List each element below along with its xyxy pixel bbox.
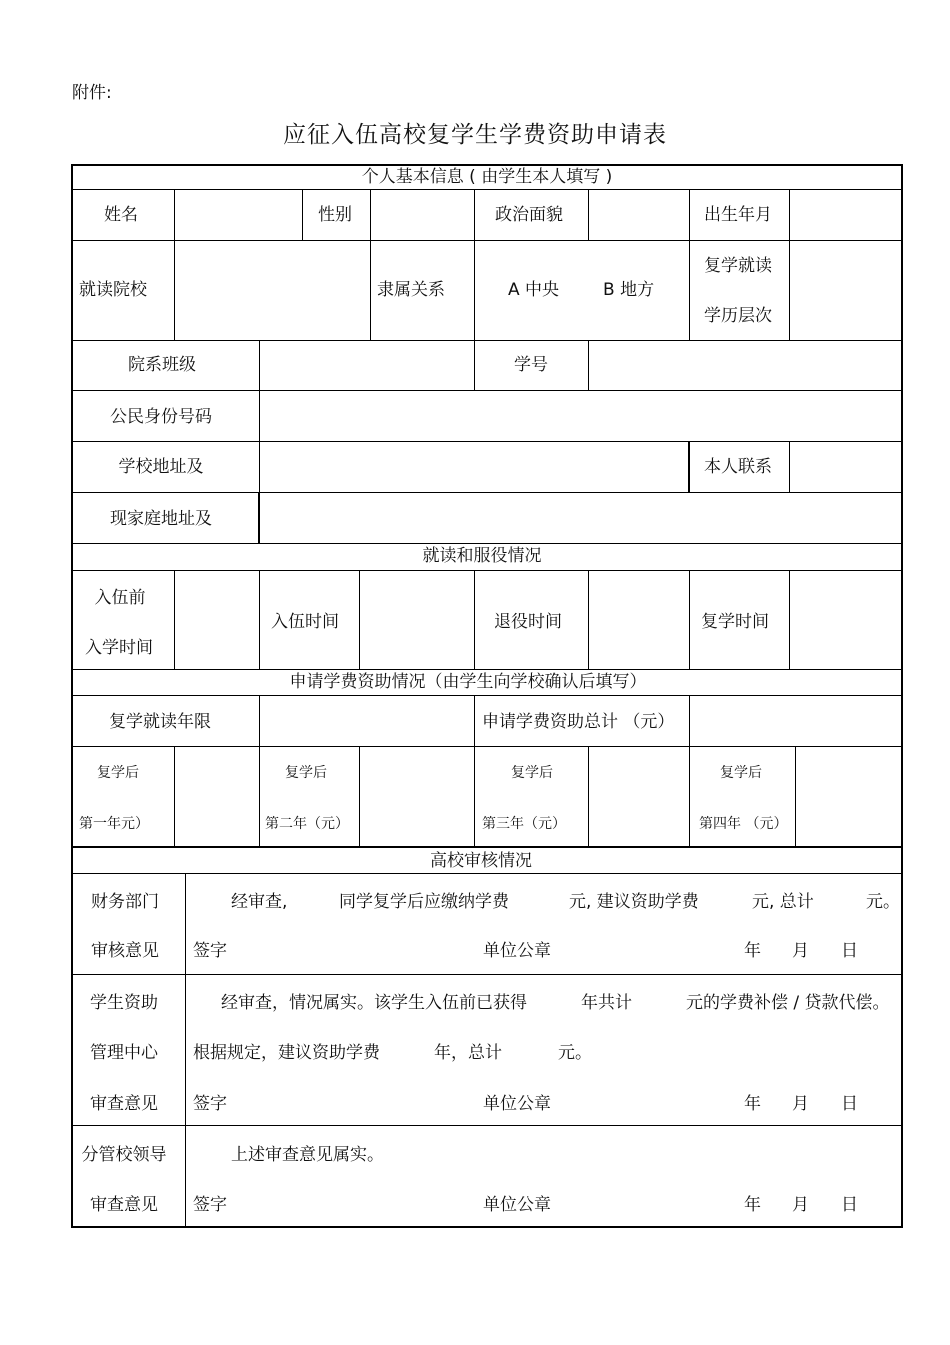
id-number-field[interactable] xyxy=(261,392,899,439)
finance-label-line2: 审核意见 xyxy=(91,941,159,961)
resume-date-label: 复学时间 xyxy=(701,612,769,632)
section-personal-info: 个人基本信息 ( 由学生本人填写 ) xyxy=(361,167,613,187)
pre-enlist-label-line1: 入伍前 xyxy=(94,588,146,608)
political-status-field[interactable] xyxy=(590,192,687,238)
leader-label-line1: 分管校领导 xyxy=(81,1145,167,1165)
center-text-a: 经审查，情况属实。该学生入伍前已获得 xyxy=(221,993,527,1013)
finance-year-label: 年 xyxy=(744,941,761,961)
year3-label-line2: 第三年（元） xyxy=(482,816,566,832)
study-level-label-line1: 复学就读 xyxy=(704,256,772,276)
affiliation-label: 隶属关系 xyxy=(377,280,445,300)
center-label-line2: 管理中心 xyxy=(90,1043,158,1063)
aid-total-field[interactable] xyxy=(691,697,899,744)
school-address-label: 学校地址及 xyxy=(118,457,204,477)
leader-year-label: 年 xyxy=(744,1195,761,1215)
pre-enlist-label-line2: 入学时间 xyxy=(85,638,153,658)
department-class-field[interactable] xyxy=(261,342,472,388)
student-id-label: 学号 xyxy=(514,355,548,375)
finance-text-b: 同学复学后应缴纳学费 xyxy=(339,892,509,912)
finance-seal-label: 单位公章 xyxy=(483,941,551,961)
home-address-label: 现家庭地址及 xyxy=(110,509,212,529)
school-field[interactable] xyxy=(176,242,368,338)
center-text-b: 年共计 xyxy=(581,993,632,1013)
study-level-label-line2: 学历层次 xyxy=(704,306,772,326)
center-text-d: 根据规定，建议资助学费 xyxy=(193,1043,380,1063)
affiliation-option-local[interactable]: B 地方 xyxy=(603,280,655,300)
leader-sign-label: 签字 xyxy=(193,1195,227,1215)
center-seal-label: 单位公章 xyxy=(483,1094,551,1114)
home-address-field[interactable] xyxy=(262,494,899,541)
section-study-service: 就读和服役情况 xyxy=(422,546,542,566)
leader-label-line2: 审查意见 xyxy=(90,1195,158,1215)
contact-field[interactable] xyxy=(791,443,899,490)
study-years-field[interactable] xyxy=(261,697,472,744)
enlist-date-label: 入伍时间 xyxy=(271,612,339,632)
leader-day-label: 日 xyxy=(841,1195,858,1215)
finance-sign-label: 签字 xyxy=(193,941,227,961)
finance-text-c: 元, 建议资助学费 xyxy=(569,892,699,912)
department-class-label: 院系班级 xyxy=(128,355,196,375)
year4-label-line2: 第四年 （元） xyxy=(699,816,788,832)
finance-day-label: 日 xyxy=(841,941,858,961)
year3-label-line1: 复学后 xyxy=(511,765,553,781)
school-label: 就读院校 xyxy=(79,280,147,300)
leader-text: 上述审查意见属实。 xyxy=(231,1145,384,1165)
leader-seal-label: 单位公章 xyxy=(483,1195,551,1215)
finance-month-label: 月 xyxy=(792,941,809,961)
discharge-date-field[interactable] xyxy=(590,572,687,667)
enlist-date-field[interactable] xyxy=(361,572,472,667)
name-label: 姓名 xyxy=(104,205,138,225)
year3-amount-field[interactable] xyxy=(590,748,687,844)
center-text-e: 年，总计 xyxy=(434,1043,502,1063)
section-school-review: 高校审核情况 xyxy=(430,851,532,871)
political-status-label: 政治面貌 xyxy=(495,205,563,225)
gender-label: 性别 xyxy=(318,205,352,225)
enrollment-date-field[interactable] xyxy=(176,572,257,667)
center-text-c: 元的学费补偿 / 贷款代偿。 xyxy=(686,993,890,1013)
center-year-label: 年 xyxy=(744,1094,761,1114)
id-number-label: 公民身份号码 xyxy=(110,407,212,427)
year1-label-line1: 复学后 xyxy=(97,765,139,781)
section-tuition-aid: 申请学费资助情况（由学生向学校确认后填写） xyxy=(289,672,647,692)
leader-month-label: 月 xyxy=(792,1195,809,1215)
year1-amount-field[interactable] xyxy=(176,748,257,844)
center-label-line3: 审查意见 xyxy=(90,1094,158,1114)
year4-amount-field[interactable] xyxy=(797,748,899,844)
study-years-label: 复学就读年限 xyxy=(109,712,211,732)
finance-label-line1: 财务部门 xyxy=(91,892,159,912)
contact-label: 本人联系 xyxy=(704,457,772,477)
finance-text-e: 元。 xyxy=(866,892,900,912)
center-text-f: 元。 xyxy=(558,1043,592,1063)
year2-amount-field[interactable] xyxy=(361,748,472,844)
year4-label-line1: 复学后 xyxy=(720,765,762,781)
aid-total-label: 申请学费资助总计 （元） xyxy=(482,712,675,732)
center-day-label: 日 xyxy=(841,1094,858,1114)
gender-field[interactable] xyxy=(372,192,472,238)
affiliation-option-central[interactable]: A 中央 xyxy=(508,280,560,300)
name-field[interactable] xyxy=(176,192,300,238)
birth-date-label: 出生年月 xyxy=(704,205,772,225)
attachment-label: 附件: xyxy=(72,83,112,103)
center-label-line1: 学生资助 xyxy=(90,993,158,1013)
discharge-date-label: 退役时间 xyxy=(494,612,562,632)
finance-text-a: 经审查, xyxy=(231,892,288,912)
year1-label-line2: 第一年元） xyxy=(79,816,149,832)
birth-date-field[interactable] xyxy=(791,192,899,238)
student-id-field[interactable] xyxy=(590,342,899,388)
resume-date-field[interactable] xyxy=(791,572,899,667)
year2-label-line2: 第二年（元） xyxy=(265,816,349,832)
form-title: 应征入伍高校复学生学费资助申请表 xyxy=(283,122,667,148)
study-level-field[interactable] xyxy=(791,242,899,338)
finance-text-d: 元, 总计 xyxy=(752,892,814,912)
year2-label-line1: 复学后 xyxy=(285,765,327,781)
center-month-label: 月 xyxy=(792,1094,809,1114)
center-sign-label: 签字 xyxy=(193,1094,227,1114)
school-address-field[interactable] xyxy=(261,443,686,490)
